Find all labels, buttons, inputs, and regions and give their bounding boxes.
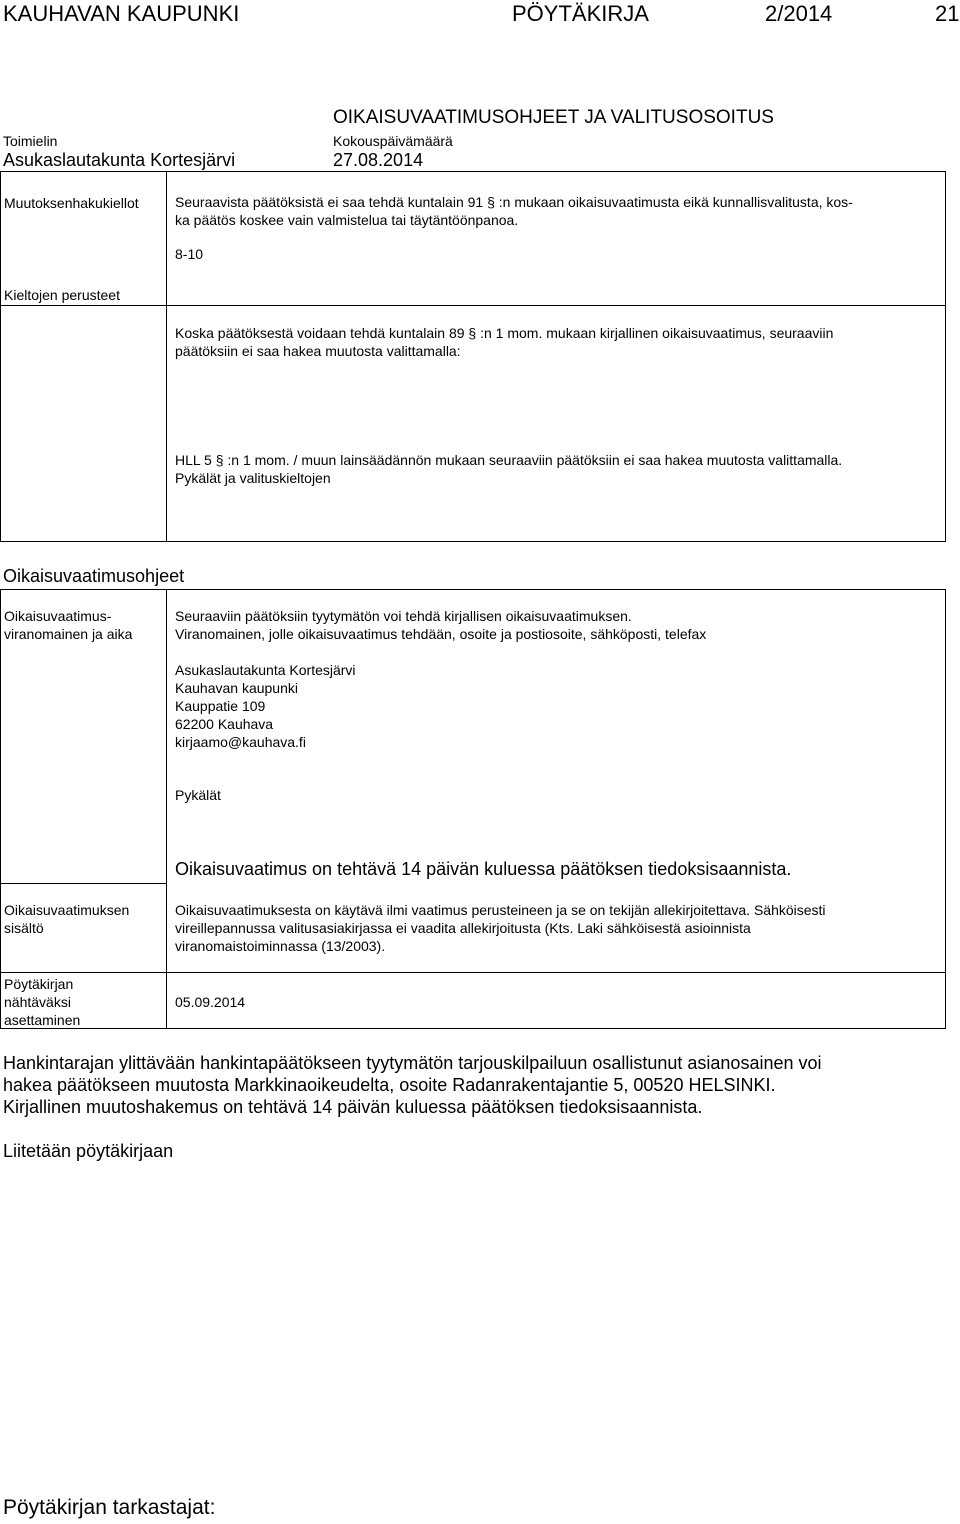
document-type: PÖYTÄKIRJA bbox=[512, 1, 649, 26]
attached-note: Liitetään pöytäkirjaan bbox=[3, 1141, 174, 1161]
procurement-line-1: Hankintarajan ylittävään hankintapäätökseen tyytymätön tarjouskilpailuun osallistunut asianosainen voi bbox=[3, 1053, 822, 1073]
section-title: OIKAISUVAATIMUSOHJEET JA VALITUSOSOITUS bbox=[333, 107, 774, 128]
procurement-line-3: Kirjallinen muutoshakemus on tehtävä 14 päivän kuluessa päätöksen tiedoksisaannista. bbox=[3, 1097, 703, 1117]
instructions-line-1: Seuraaviin päätöksiin tyytymätön voi tehdä kirjallisen oikaisuvaatimuksen. bbox=[175, 608, 632, 624]
date-label: Kokouspäivämäärä bbox=[333, 133, 453, 149]
authority-label-line-2: viranomainen ja aika bbox=[4, 626, 133, 642]
address-line: Kauppatie 109 bbox=[175, 698, 266, 714]
display-label-line-2: nähtäväksi bbox=[4, 994, 71, 1010]
grounds-text-line-4: Pykälät ja valituskieltojen bbox=[175, 470, 331, 486]
display-date: 05.09.2014 bbox=[175, 994, 246, 1010]
grounds-text-line-2: päätöksiin ei saa hakea muutosta valittamalla: bbox=[175, 343, 461, 359]
content-text-line-3: viranomaistoiminnassa (13/2003). bbox=[175, 938, 386, 954]
grounds-text-line-3: HLL 5 § :n 1 mom. / muun lainsäädännön mukaan seuraaviin päätöksiin ei saa hakea muutosta valittamalla. bbox=[175, 452, 843, 468]
display-label-line-1: Pöytäkirjan bbox=[4, 976, 74, 992]
deadline-text: Oikaisuvaatimus on tehtävä 14 päivän kuluessa päätöksen tiedoksisaannista. bbox=[175, 859, 792, 879]
actor-label: Toimielin bbox=[3, 133, 58, 149]
address-line: Asukaslautakunta Kortesjärvi bbox=[175, 662, 356, 678]
document-number: 2/2014 bbox=[765, 1, 833, 26]
content-label-line-1: Oikaisuvaatimuksen bbox=[4, 902, 130, 918]
actor-value: Asukaslautakunta Kortesjärvi bbox=[3, 150, 236, 170]
display-label-line-3: asettaminen bbox=[4, 1012, 81, 1028]
grounds-text-line-1: Koska päätöksestä voidaan tehdä kuntalain 89 § :n 1 mom. mukaan kirjallinen oikaisuvaatimus, seuraaviin bbox=[175, 325, 834, 341]
appeal-restrictions-label: Muutoksenhakukiellot bbox=[4, 195, 139, 211]
instructions-heading: Oikaisuvaatimusohjeet bbox=[3, 566, 185, 586]
address-line: Kauhavan kaupunki bbox=[175, 680, 298, 696]
page-number: 21 bbox=[935, 1, 960, 26]
city-name: KAUHAVAN KAUPUNKI bbox=[3, 1, 240, 26]
reviewers-label: Pöytäkirjan tarkastajat: bbox=[3, 1496, 216, 1519]
restriction-grounds-label: Kieltojen perusteet bbox=[4, 287, 120, 303]
procurement-line-2: hakea päätökseen muutosta Markkinaoikeudelta, osoite Radanrakentajantie 5, 00520 HELSINKI. bbox=[3, 1075, 776, 1095]
content-text-line-1: Oikaisuvaatimuksesta on käytävä ilmi vaatimus perusteineen ja se on tekijän allekirjoitettava. Sähköisesti bbox=[175, 902, 826, 918]
restriction-text-line-1: Seuraavista päätöksistä ei saa tehdä kuntalain 91 § :n mukaan oikaisuvaatimusta eikä kunnallisvalitusta, kos- bbox=[175, 194, 853, 210]
authority-label-line-1: Oikaisuvaatimus- bbox=[4, 608, 112, 624]
restricted-sections: 8-10 bbox=[175, 246, 204, 262]
content-label-line-2: sisältö bbox=[4, 920, 44, 936]
sections-label: Pykälät bbox=[175, 787, 221, 803]
content-text-line-2: vireillepannussa valitusasiakirjassa ei vaadita allekirjoitusta (Kts. Laki sähköisestä asioinnista bbox=[175, 920, 751, 936]
instructions-line-2: Viranomainen, jolle oikaisuvaatimus tehdään, osoite ja postiosoite, sähköposti, telefax bbox=[175, 626, 707, 642]
address-line: 62200 Kauhava bbox=[175, 716, 274, 732]
email-address[interactable]: kirjaamo@kauhava.fi bbox=[175, 734, 306, 750]
restriction-text-line-2: ka päätös koskee vain valmistelua tai täytäntöönpanoa. bbox=[175, 212, 519, 228]
date-value: 27.08.2014 bbox=[333, 150, 424, 170]
